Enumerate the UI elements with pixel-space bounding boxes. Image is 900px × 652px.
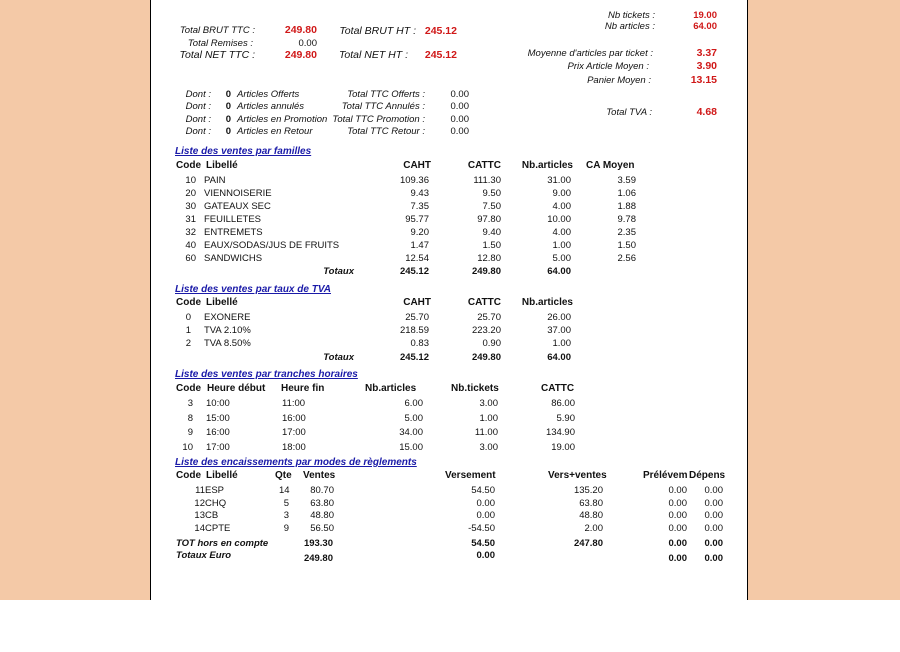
table-cell: 14 <box>194 523 205 534</box>
header-cell: Versement <box>445 470 496 481</box>
table-cell: 11 <box>195 485 205 496</box>
table-cell: ENTREMETS <box>204 227 263 238</box>
table-cell: 17:00 <box>206 442 230 453</box>
dont-total-label: Total TTC Promotion : <box>332 114 425 125</box>
table-cell: 1.00 <box>479 413 498 424</box>
table-cell: 1.06 <box>617 188 636 199</box>
dont-total-value: 0.00 <box>450 89 469 100</box>
dont-total-value: 0.00 <box>450 101 469 112</box>
table-cell: 5.90 <box>556 413 575 424</box>
prix-moyen-value: 3.90 <box>696 60 717 72</box>
header-cell: Nb.articles <box>521 297 573 308</box>
table-cell: 223.20 <box>471 325 501 336</box>
table-cell: 0.00 <box>668 523 687 534</box>
totals-label: Totaux <box>323 352 354 363</box>
moy-articles-value: 3.37 <box>696 47 717 59</box>
total-cell: 245.12 <box>399 352 429 363</box>
table-cell: 9 <box>283 523 289 534</box>
table-cell: 13 <box>194 510 205 521</box>
table-cell: 1.00 <box>552 240 571 251</box>
table-cell: 1.50 <box>482 240 501 251</box>
table-cell: 0.90 <box>482 338 501 349</box>
table-cell: 11:00 <box>282 398 306 409</box>
net-ttc-label: Total NET TTC : <box>179 49 255 61</box>
total-cell: 0.00 <box>704 538 723 549</box>
table-cell: 7.35 <box>410 201 429 212</box>
header-cell: Code <box>176 160 201 171</box>
table-cell: 0 <box>185 312 191 323</box>
total-cell: 64.00 <box>547 266 571 277</box>
table-cell: 135.20 <box>573 485 603 496</box>
net-ttc-value: 249.80 <box>284 49 317 61</box>
brut-ttc-label: Total BRUT TTC : <box>179 25 255 36</box>
table-cell: PAIN <box>204 175 226 186</box>
table-cell: 9.40 <box>482 227 501 238</box>
table-cell: 86.00 <box>551 398 575 409</box>
table-cell: 19.00 <box>551 442 575 453</box>
dont-prefix: Dont : <box>185 114 211 125</box>
brut-ttc-value: 249.80 <box>284 24 317 36</box>
header-cell: Heure fin <box>281 383 325 394</box>
total-cell: 249.80 <box>303 553 333 564</box>
table-cell: 17:00 <box>282 427 306 438</box>
dont-label: Articles en Promotion <box>237 114 328 125</box>
table-cell: 2.35 <box>617 227 636 238</box>
dont-count: 0 <box>225 101 231 112</box>
panier-label: Panier Moyen : <box>587 75 651 86</box>
table-cell: 0.00 <box>704 510 723 521</box>
table-cell: 6.00 <box>404 398 423 409</box>
header-cell: Code <box>176 297 201 308</box>
table-cell: EAUX/SODAS/JUS DE FRUITS <box>204 240 340 251</box>
table-cell: 10 <box>182 442 193 453</box>
dont-prefix: Dont : <box>185 89 211 100</box>
totals-label: Totaux <box>323 266 354 277</box>
table-cell: CB <box>205 510 219 521</box>
table-cell: 0.00 <box>668 485 687 496</box>
tva-total-label: Total TVA : <box>606 107 652 118</box>
nb-tickets-value: 19.00 <box>693 10 717 21</box>
header-cell: CATTC <box>541 383 575 394</box>
right-margin <box>748 0 900 600</box>
table-cell: TVA 2.10% <box>204 325 251 336</box>
header-cell: CAHT <box>403 160 431 171</box>
table-cell: 1 <box>185 325 191 336</box>
table-cell: 10.00 <box>547 214 571 225</box>
table-cell: 8 <box>187 413 193 424</box>
table-cell: 2.00 <box>584 523 603 534</box>
moy-articles-label: Moyenne d'articles par ticket : <box>527 48 653 59</box>
header-cell: Code <box>176 470 201 481</box>
dont-label: Articles annulés <box>237 101 305 112</box>
remises-label: Total Remises : <box>187 38 253 49</box>
table-cell: 32 <box>185 227 196 238</box>
section-title-tva: Liste des ventes par taux de TVA <box>175 284 331 295</box>
table-cell: 7.50 <box>482 201 501 212</box>
total-cell: 249.80 <box>471 352 501 363</box>
table-cell: 10:00 <box>206 398 230 409</box>
nb-articles-label: Nb articles : <box>604 21 655 32</box>
table-cell: 9.43 <box>410 188 429 199</box>
dont-label: Articles en Retour <box>237 126 313 137</box>
report-page <box>150 0 748 600</box>
header-cell: Ventes <box>303 470 336 481</box>
table-cell: 63.80 <box>579 498 603 509</box>
table-cell: 12.54 <box>405 253 429 264</box>
dont-total-label: Total TTC Annulés : <box>341 101 425 112</box>
table-cell: SANDWICHS <box>204 253 263 264</box>
table-cell: 0.00 <box>668 510 687 521</box>
dont-total-value: 0.00 <box>450 114 469 125</box>
table-cell: 0.83 <box>410 338 429 349</box>
table-cell: 1.88 <box>617 201 636 212</box>
dont-count: 0 <box>225 89 231 100</box>
table-cell: 34.00 <box>399 427 423 438</box>
table-cell: -54.50 <box>468 523 495 534</box>
table-cell: 11.00 <box>474 427 498 438</box>
total-cell: 193.30 <box>303 538 333 549</box>
table-cell: 15:00 <box>206 413 230 424</box>
table-cell: 37.00 <box>547 325 571 336</box>
table-cell: 97.80 <box>477 214 501 225</box>
total-cell: 0.00 <box>704 553 723 564</box>
table-cell: 111.30 <box>473 175 501 186</box>
table-cell: 25.70 <box>405 312 429 323</box>
tot-euro-label: Totaux Euro <box>176 550 232 561</box>
total-cell: 0.00 <box>668 553 687 564</box>
table-cell: 9.20 <box>410 227 429 238</box>
header-cell: CA Moyen <box>586 160 635 171</box>
table-cell: 3.59 <box>617 175 636 186</box>
nb-tickets-label: Nb tickets : <box>608 10 655 21</box>
table-cell: 3 <box>283 510 289 521</box>
total-cell: 0.00 <box>476 550 495 561</box>
table-cell: 4.00 <box>552 227 571 238</box>
table-cell: 48.80 <box>310 510 334 521</box>
table-cell: 12.80 <box>477 253 501 264</box>
prix-moyen-label: Prix Article Moyen : <box>567 61 649 72</box>
table-cell: 12 <box>194 498 205 509</box>
table-cell: GATEAUX SEC <box>204 201 271 212</box>
table-cell: 1.50 <box>617 240 636 251</box>
header-cell: Qte <box>275 470 292 481</box>
table-cell: CPTE <box>205 523 231 534</box>
panier-value: 13.15 <box>690 74 717 86</box>
table-cell: 26.00 <box>547 312 571 323</box>
table-cell: 2 <box>185 338 191 349</box>
table-cell: 2.56 <box>617 253 636 264</box>
header-cell: CAHT <box>403 297 431 308</box>
table-cell: 9.00 <box>552 188 571 199</box>
header-cell: Code <box>176 383 201 394</box>
table-cell: 20 <box>185 188 196 199</box>
remises-value: 0.00 <box>298 38 317 49</box>
table-cell: 80.70 <box>310 485 334 496</box>
tva-total-value: 4.68 <box>696 106 717 118</box>
dont-label: Articles Offerts <box>237 89 300 100</box>
table-cell: 5.00 <box>552 253 571 264</box>
table-cell: 95.77 <box>405 214 429 225</box>
table-cell: 3 <box>187 398 193 409</box>
header-cell: CATTC <box>467 297 501 308</box>
table-cell: 134.90 <box>545 427 575 438</box>
header-cell: Libellé <box>206 470 238 481</box>
total-cell: 0.00 <box>668 538 687 549</box>
table-cell: 40 <box>185 240 196 251</box>
total-cell: 249.80 <box>471 266 501 277</box>
table-cell: 54.50 <box>471 485 495 496</box>
table-cell: 10 <box>185 175 196 186</box>
table-cell: 0.00 <box>476 510 495 521</box>
section-title-reglements: Liste des encaissements par modes de règlements <box>175 457 417 468</box>
table-cell: 1.00 <box>552 338 571 349</box>
table-cell: EXONERE <box>204 312 251 323</box>
total-cell: 245.12 <box>399 266 429 277</box>
tot-compte-label: TOT hors en compte <box>176 538 269 549</box>
table-cell: 4.00 <box>552 201 571 212</box>
brut-ht-label: Total BRUT HT : <box>339 25 416 37</box>
table-cell: 56.50 <box>310 523 334 534</box>
table-cell: CHQ <box>205 498 227 509</box>
net-ht-label: Total NET HT : <box>338 49 408 61</box>
header-cell: CATTC <box>467 160 501 171</box>
table-cell: 0.00 <box>704 498 723 509</box>
total-cell: 64.00 <box>547 352 571 363</box>
brut-ht-value: 245.12 <box>424 25 457 37</box>
table-cell: 5.00 <box>404 413 423 424</box>
table-cell: 9 <box>187 427 193 438</box>
table-cell: 60 <box>185 253 196 264</box>
dont-total-label: Total TTC Offerts : <box>347 89 425 100</box>
header-cell: Nb.articles <box>365 383 417 394</box>
table-cell: 218.59 <box>399 325 429 336</box>
header-cell: Heure début <box>207 383 266 394</box>
total-cell: 54.50 <box>471 538 495 549</box>
total-cell: 247.80 <box>573 538 603 549</box>
dont-prefix: Dont : <box>185 126 211 137</box>
table-cell: 5 <box>283 498 289 509</box>
table-cell: 3.00 <box>479 442 498 453</box>
nb-articles-value: 64.00 <box>693 21 717 32</box>
dont-total-value: 0.00 <box>450 126 469 137</box>
header-cell: Dépens <box>689 470 726 481</box>
dont-prefix: Dont : <box>185 101 211 112</box>
left-margin <box>0 0 150 600</box>
net-ht-value: 245.12 <box>424 49 457 61</box>
table-cell: 30 <box>185 201 196 212</box>
table-cell: 109.36 <box>399 175 429 186</box>
table-cell: ESP <box>205 485 225 496</box>
dont-count: 0 <box>225 126 231 137</box>
table-cell: 16:00 <box>206 427 230 438</box>
dont-total-label: Total TTC Retour : <box>347 126 425 137</box>
table-cell: 0.00 <box>668 498 687 509</box>
table-cell: 16:00 <box>282 413 306 424</box>
section-title-horaires: Liste des ventes par tranches horaires <box>175 369 358 380</box>
table-cell: 1.47 <box>410 240 429 251</box>
table-cell: 9.78 <box>617 214 636 225</box>
table-cell: 0.00 <box>476 498 495 509</box>
table-cell: 31.00 <box>547 175 571 186</box>
table-cell: VIENNOISERIE <box>204 188 272 199</box>
table-cell: 15.00 <box>399 442 423 453</box>
table-cell: 63.80 <box>310 498 334 509</box>
table-cell: TVA 8.50% <box>204 338 251 349</box>
table-cell: 25.70 <box>477 312 501 323</box>
table-cell: 3.00 <box>479 398 498 409</box>
dont-count: 0 <box>225 114 231 125</box>
table-cell: 0.00 <box>704 485 723 496</box>
header-cell: Nb.articles <box>521 160 573 171</box>
table-cell: 9.50 <box>482 188 501 199</box>
table-cell: 48.80 <box>579 510 603 521</box>
header-cell: Libellé <box>206 297 238 308</box>
header-cell: Prélévem <box>643 470 688 481</box>
header-cell: Libellé <box>206 160 238 171</box>
table-cell: 14 <box>279 485 290 496</box>
table-cell: 0.00 <box>704 523 723 534</box>
header-cell: Vers+ventes <box>548 470 607 481</box>
header-cell: Nb.tickets <box>451 383 499 394</box>
section-title-familles: Liste des ventes par familles <box>175 146 312 157</box>
table-cell: 31 <box>185 214 196 225</box>
table-cell: FEUILLETES <box>204 214 262 225</box>
table-cell: 18:00 <box>282 442 306 453</box>
